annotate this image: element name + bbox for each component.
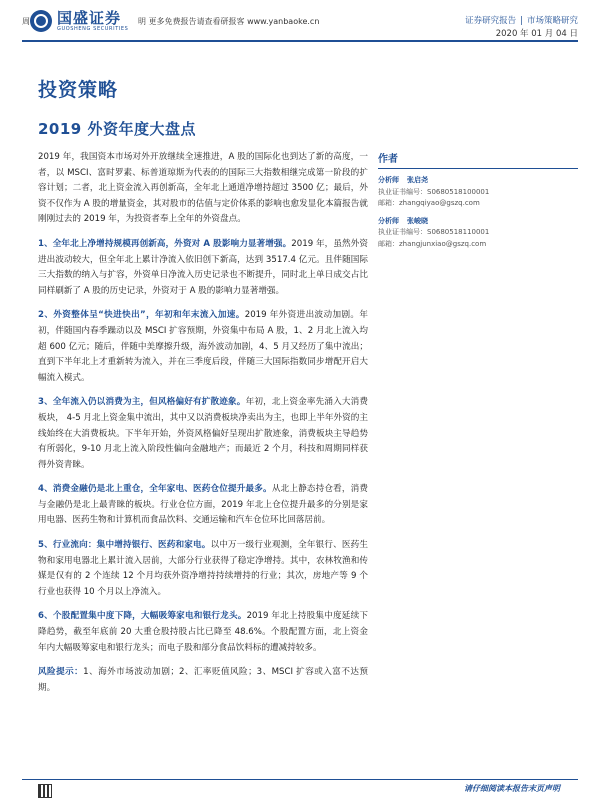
author-heading: 作者: [378, 150, 578, 169]
logo-en: GUOSHENG SECURITIES: [57, 26, 129, 32]
author-sidebar: [378, 150, 578, 250]
header-rule: [22, 40, 578, 42]
paragraph: 4、消费金融仍是北上重仓，全年家电、医药仓位提升最多。从北上静态持仓看，消费与金融仍是北上最青睐的板块。行业仓位方面，2019 年北上仓位提升最多的分别是家用电器、医药生物和计算机而食品饮料、交通运输和汽车仓位环比回落居前。: [38, 484, 368, 526]
report-title: 2019 外资年度大盘点: [38, 120, 196, 138]
analyst-cert: 执业证书编号：S0680518110001: [378, 228, 490, 236]
page-header: [0, 0, 600, 40]
qr-code-icon: [38, 784, 52, 798]
analyst-card: 分析师 张峻晓 执业证书编号：S0680518110001 邮箱：zhangjunxiao@gszq.com: [378, 216, 578, 251]
paragraph: 2019 年，我国资本市场对外开放继续全速推进，A 股的国际化也到达了新的高度，一者，以 MSCI、富时罗素、标普道琼斯为代表的的国际三大指数相继完成第一阶段的扩容计划；二者，北上资金流入再创新高，全年北上通道净增持超过 3500 亿；最后，外资不仅作为 A 股的增量资金，其对股市的估值与定价体系的影响也愈发显化本篇报告就刚刚过去的 2019 年，为投资者奉上全年的外资盘点。: [38, 152, 368, 225]
logo-cn: 国盛证券: [57, 9, 122, 27]
report-category: 市场策略研究: [526, 16, 578, 26]
logo-mark-icon: [30, 10, 52, 32]
footer-disclaimer: 请仔细阅读本报告末页声明: [464, 784, 560, 793]
report-type: 证券研究报告: [465, 16, 517, 26]
footer-rule: [22, 779, 578, 780]
paragraph: 2、外资整体呈“快进快出”，年初和年末流入加速。2019 年外资进出波动加剧。年初，伴随国内春季躁动以及 MSCI 扩容预期，外资集中布局 A 股，1、2 月北上流入均超 600 亿元；随后，伴随中美摩擦升级，海外波动加剧，4、5 月又经历了集中流出；直到下半年北上才重新转为流入，并在三季度后段，伴随三大国际指数同步增配开启大幅流入模式。: [38, 310, 368, 383]
analyst-name: 张启尧: [407, 176, 428, 184]
paragraph: 3、全年流入仍以消费为主，但风格偏好有扩散迹象。年初，北上资金率先涌入大消费板块， 4-5 月北上资金集中流出，其中又以消费板块净卖出为主，也即上半年外资的主线始终在大消费板块。下半年开始，外资风格偏好呈现出扩散迹象，消费板块主导趋势有所弱化，9-10 月北上流入阶段性偏向金融地产；而最近 2 个月，科技和周期同样获得外资青睐。: [38, 397, 368, 470]
paragraph: 6、个股配置集中度下降，大幅吸筹家电和银行龙头。2019 年北上持股集中度延续下降趋势，截至年底前 20 大重仓股持股占比已降至 48.6%。个股配置方面，北上资金年内大幅吸筹家电和银行龙头；而电子股和部分食品饮料标的遭减持较多。: [38, 611, 368, 653]
analyst-name: 张峻晓: [407, 216, 428, 225]
analyst-cert: 执业证书编号：S0680518100001: [378, 187, 490, 196]
section-title: 投资策略: [38, 79, 119, 101]
analyst-card: 分析师 张启尧 执业证书编号：S0680518100001 邮箱：zhangqiyao@gszq.com: [378, 175, 578, 210]
report-date: 2020 年 01 月 04 日: [495, 29, 578, 39]
header-fragment: 周: [22, 17, 30, 26]
analyst-email[interactable]: zhangjunxiao@gszq.com: [399, 239, 487, 248]
header-ad-text: 明 更多免费报告请查看研报客 www.yanbaoke.cn: [138, 17, 320, 26]
analyst-email[interactable]: zhangqiyao@gszq.com: [399, 199, 480, 207]
paragraph: 1、全年北上净增持规模再创新高，外资对 A 股影响力显著增强。2019 年，虽然外资进出波动较大，但全年北上累计净流入依旧创下新高，达到 3517.4 亿元。且伴随国际三大指数的纳入与扩容，外资单日净流入历史记录也不断提升，同时北上单日成交占比同样刷新了 A 股的历史记录，外资对于 A 股的影响力显著增强。: [38, 238, 368, 296]
paragraph: 5、行业流向：集中增持银行、医药和家电。以中万一级行业观测，全年银行、医药生物和家用电器北上累计流入居前，大部分行业获得了稳定净增持。其中，农林牧渔和传媒是仅有的 2 个连续 12 个月均获外资净增持持续增持的行业；其次，房地产等 9 个行业也获得 10 个月以上净流入。: [38, 540, 368, 597]
risk-warning: 风险提示：1、海外市场波动加剧；2、汇率贬值风险；3、MSCI 扩容或入富不达预期。: [38, 667, 368, 693]
main-content: [38, 150, 368, 705]
header-report-meta: 证券研究报告 | 市场策略研究: [465, 16, 578, 26]
